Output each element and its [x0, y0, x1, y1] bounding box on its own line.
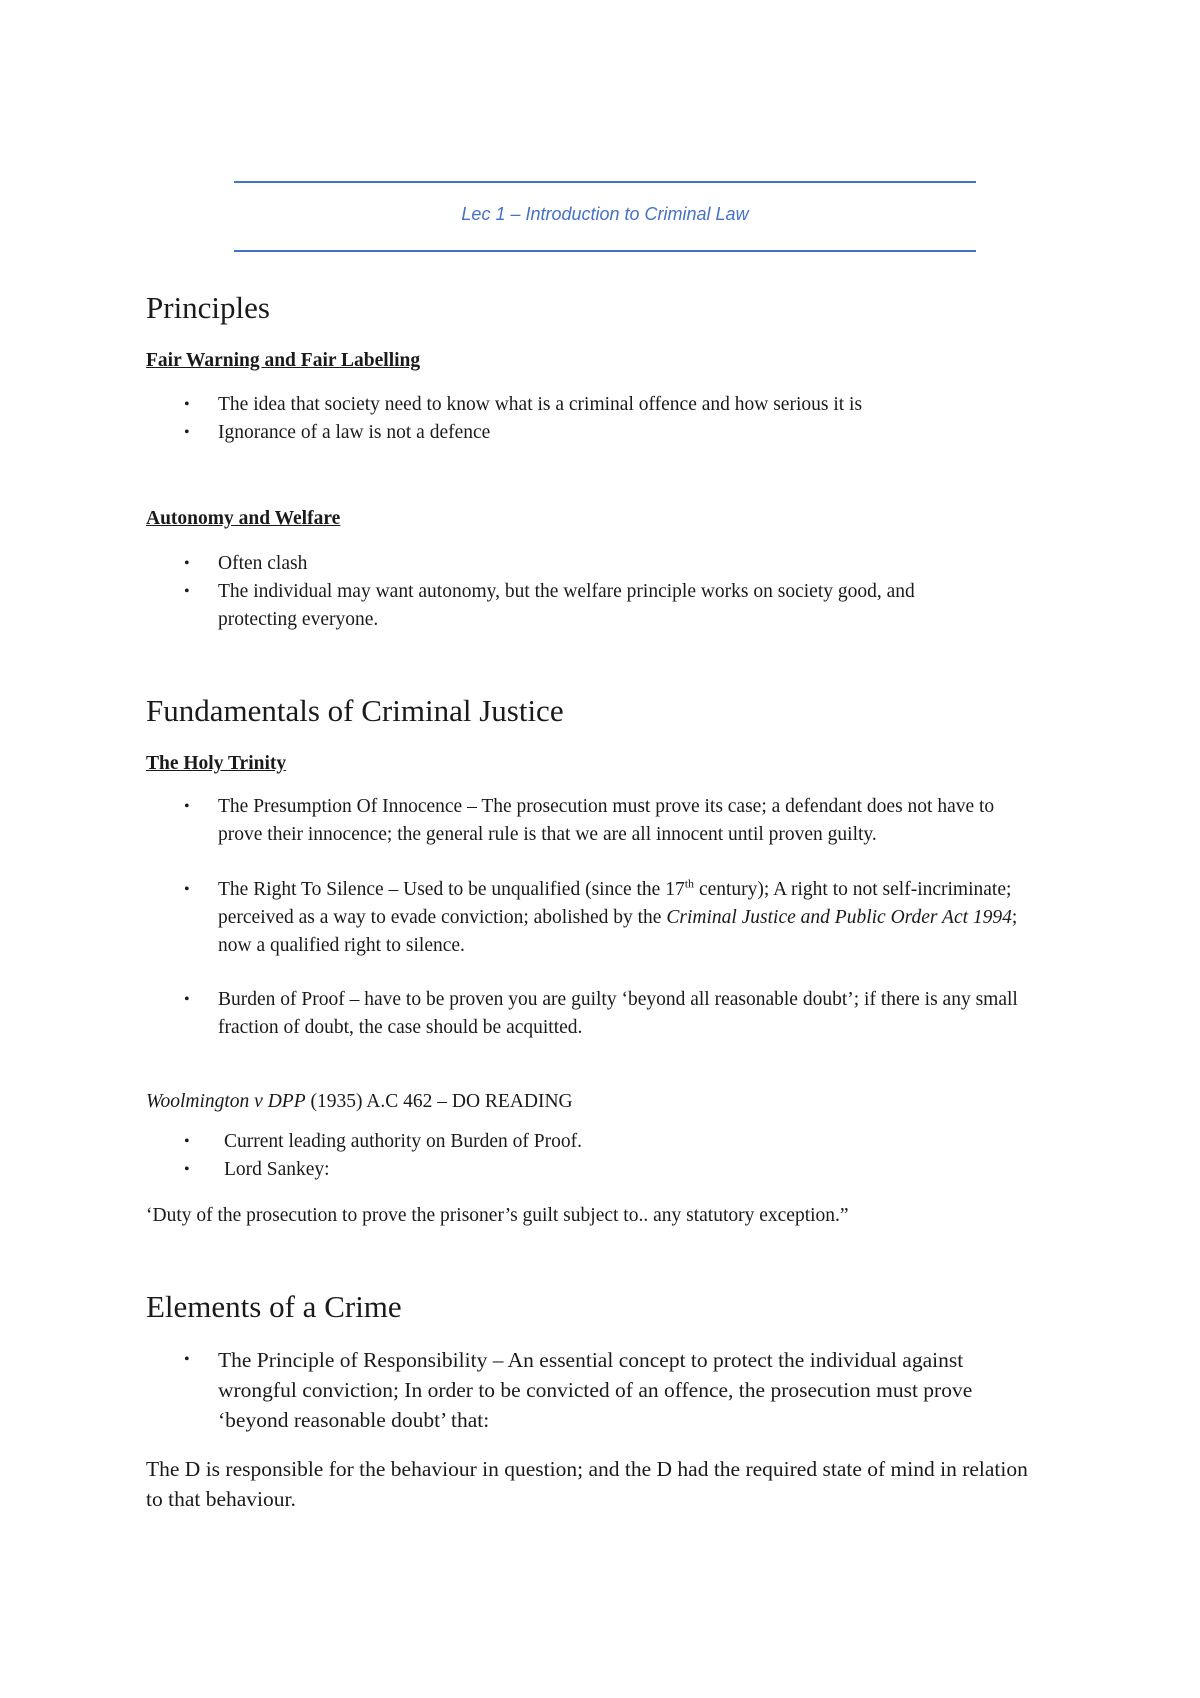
document-title: Lec 1 – Introduction to Criminal Law: [461, 204, 749, 224]
list-item-presumption: • The Presumption Of Innocence – The prosecution must prove its case; a defendant does not have to prove their innocence; the general rule is that we are all innocent until proven guilty.: [146, 793, 1040, 849]
list-item-right-to-silence: • The Right To Silence – Used to be unqualified (since the 17th century); A right to not self-incriminate; perceived as a way to evade conviction; abolished by the Criminal Justice and Public Order Act 1994; now a qualified right to silence.: [184, 876, 1018, 956]
title-top-rule: [234, 181, 976, 183]
bullet-icon: •: [184, 1351, 190, 1368]
bullet-icon: •: [184, 1161, 190, 1178]
elements-conclusion: The D is responsible for the behaviour in question; and the D had the required state of mind in relation to that behaviour.: [146, 1457, 1028, 1511]
subheading-fair-warning: Fair Warning and Fair Labelling: [146, 350, 421, 371]
bullet-icon: •: [184, 881, 190, 898]
case-notes-list: [146, 1128, 1046, 1184]
holy-trinity-list: [146, 793, 1046, 849]
list-item: • Often clash: [146, 550, 1046, 578]
title-bottom-rule: [234, 250, 976, 252]
case-name: Woolmington v DPP: [146, 1091, 306, 1112]
subheading-holy-trinity: The Holy Trinity: [146, 753, 287, 774]
list-item-burden-of-proof: • Burden of Proof – have to be proven you are guilty ‘beyond all reasonable doubt’; if there is any small fraction of doubt, the case should be acquitted.: [146, 986, 1040, 1042]
fair-warning-list: [146, 391, 1046, 447]
list-item: • Lord Sankey:: [146, 1156, 1046, 1184]
holy-trinity-list-3: [146, 986, 1046, 1042]
list-item-principle-of-responsibility: • The Principle of Responsibility – An essential concept to protect the individual against wrongful conviction; In order to be convicted of an offence, the prosecution must prove ‘beyond reasonable doubt’ that:: [146, 1345, 1040, 1435]
elements-list: [146, 1345, 1046, 1435]
bullet-icon: •: [184, 583, 190, 600]
bullet-icon: •: [184, 1133, 190, 1150]
holy-trinity-list-2: [146, 876, 1046, 960]
bullet-icon: •: [184, 424, 190, 441]
case-citation: Woolmington v DPP (1935) A.C 462 – DO READING: [146, 1091, 573, 1112]
bullet-icon: •: [184, 798, 190, 815]
list-item: • Current leading authority on Burden of Proof.: [146, 1128, 1046, 1156]
act-citation: Criminal Justice and Public Order Act 1994: [666, 907, 1012, 928]
heading-principles: Principles: [146, 290, 270, 325]
case-quote: ‘Duty of the prosecution to prove the prisoner’s guilt subject to.. any statutory exception.”: [146, 1205, 849, 1226]
bullet-icon: •: [184, 991, 190, 1008]
heading-fundamentals: Fundamentals of Criminal Justice: [146, 693, 564, 728]
autonomy-list: [146, 550, 1046, 634]
bullet-icon: •: [184, 396, 190, 413]
list-item: • The individual may want autonomy, but the welfare principle works on society good, and protecting everyone.: [146, 578, 978, 634]
list-item: • Ignorance of a law is not a defence: [146, 419, 1046, 447]
subheading-autonomy: Autonomy and Welfare: [146, 508, 341, 529]
heading-elements: Elements of a Crime: [146, 1289, 402, 1324]
list-item: • The idea that society need to know what is a criminal offence and how serious it is: [146, 391, 1046, 419]
bullet-icon: •: [184, 555, 190, 572]
